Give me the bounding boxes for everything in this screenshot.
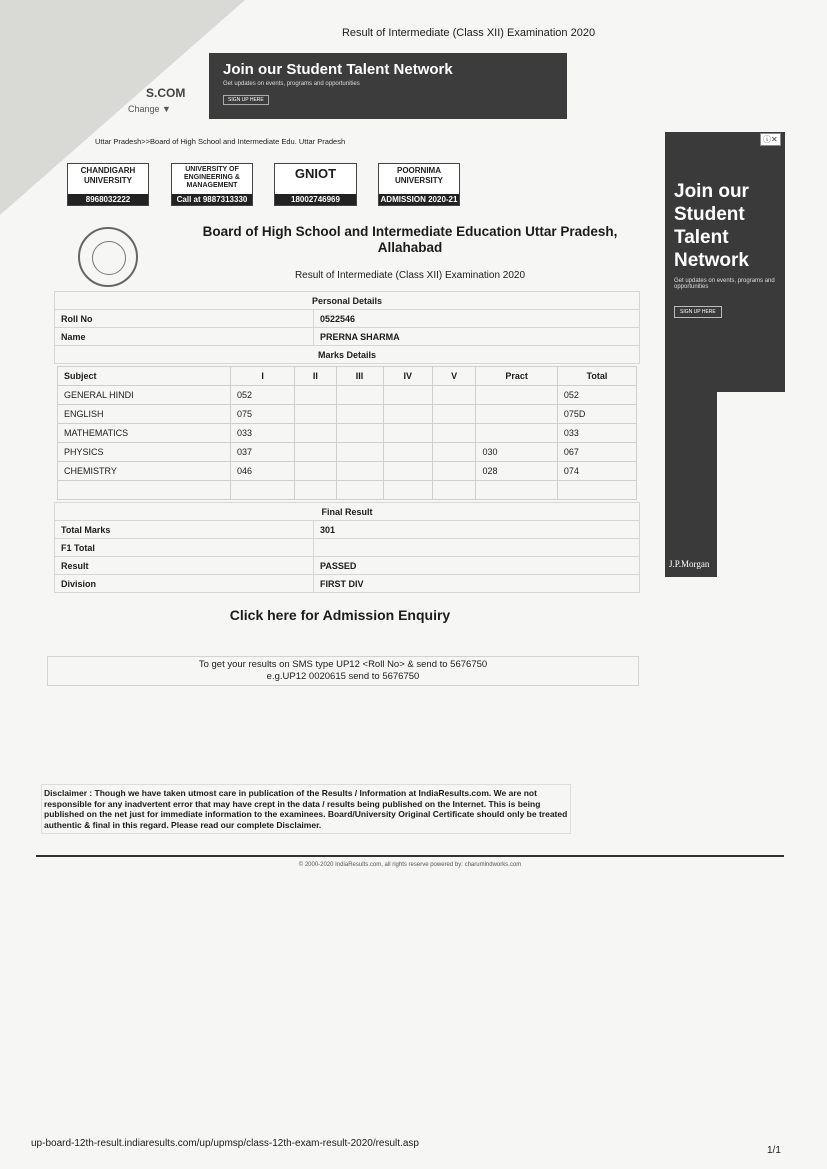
marks-cell — [557, 481, 636, 500]
marks-cell — [295, 386, 336, 405]
marks-cell — [295, 424, 336, 443]
marks-cell — [476, 481, 557, 500]
board-title: Board of High School and Intermediate Education Uttar Pradesh, Allahabad — [202, 224, 618, 255]
subject-cell: MATHEMATICS — [58, 424, 231, 443]
marks-cell — [432, 462, 476, 481]
subject-cell: GENERAL HINDI — [58, 386, 231, 405]
sms-info-box — [47, 656, 639, 686]
ad-close-icon[interactable]: ⓘ✕ — [760, 133, 781, 146]
admission-enquiry-link[interactable]: Click here for Admission Enquiry — [229, 607, 451, 623]
side-ad-banner[interactable] — [665, 132, 785, 577]
sponsor-name: UNIVERSITY OF ENGINEERING & MANAGEMENT — [183, 166, 240, 189]
marks-cell — [231, 481, 295, 500]
marks-cell: 037 — [231, 443, 295, 462]
side-ad-text: Get updates on events, programs and opportunities — [674, 278, 775, 290]
roll-value: 0522546 — [314, 310, 640, 328]
marks-cell: 074 — [557, 462, 636, 481]
sponsor-logo-chandigarh[interactable] — [67, 163, 149, 206]
marks-cell: 033 — [557, 424, 636, 443]
col-header: Pract — [476, 367, 557, 386]
marks-cell — [336, 386, 383, 405]
f1-total-label: F1 Total — [55, 539, 314, 557]
total-marks-value: 301 — [314, 521, 640, 539]
marks-cell — [336, 462, 383, 481]
result-value: PASSED — [314, 557, 640, 575]
division-label: Division — [55, 575, 314, 593]
page-number: 1/1 — [767, 1145, 781, 1156]
banner-signup-button[interactable]: SIGN UP HERE — [223, 95, 269, 105]
marks-cell: 052 — [557, 386, 636, 405]
marks-cell — [336, 481, 383, 500]
table-row — [58, 481, 637, 500]
marks-table — [57, 366, 637, 500]
marks-cell: 075D — [557, 405, 636, 424]
marks-cell — [295, 481, 336, 500]
result-label: Result — [55, 557, 314, 575]
table-row — [58, 462, 637, 481]
sponsor-name: POORNIMA UNIVERSITY — [394, 166, 443, 185]
marks-cell — [432, 481, 476, 500]
marks-cell — [295, 462, 336, 481]
final-section-title: Final Result — [55, 503, 640, 521]
marks-cell — [336, 424, 383, 443]
exam-subtitle: Result of Intermediate (Class XII) Examination 2020 — [294, 270, 526, 281]
roll-label: Roll No — [55, 310, 314, 328]
total-marks-label: Total Marks — [55, 521, 314, 539]
marks-cell — [476, 405, 557, 424]
side-ad-headline: Join our Student Talent Network — [674, 181, 749, 271]
change-state-link[interactable]: Change ▼ — [128, 104, 171, 114]
personal-details-table — [54, 291, 640, 364]
marks-cell: 046 — [231, 462, 295, 481]
col-header: V — [432, 367, 476, 386]
final-result-table — [54, 502, 640, 593]
sponsor-phone: ADMISSION 2020-21 — [380, 195, 458, 204]
table-row — [58, 424, 637, 443]
col-header: Total — [557, 367, 636, 386]
marks-cell: 028 — [476, 462, 557, 481]
sponsor-logo-uem[interactable] — [171, 163, 253, 206]
sponsor-logo-poornima[interactable] — [378, 163, 460, 206]
marks-cell — [336, 405, 383, 424]
sponsor-phone: 18002746969 — [275, 194, 356, 205]
marks-cell: 033 — [231, 424, 295, 443]
site-logo[interactable]: S.COM — [146, 86, 186, 100]
top-ad-banner[interactable] — [209, 53, 567, 119]
subject-cell: PHYSICS — [58, 443, 231, 462]
marks-cell — [476, 386, 557, 405]
marks-header-row — [58, 367, 637, 386]
footer-divider — [36, 855, 784, 857]
col-header: III — [336, 367, 383, 386]
marks-cell — [383, 405, 432, 424]
table-row — [58, 386, 637, 405]
table-row — [58, 405, 637, 424]
footer-url: up-board-12th-result.indiaresults.com/up/upmsp/class-12th-exam-result-2020/result.asp — [31, 1138, 419, 1149]
marks-cell — [432, 386, 476, 405]
banner-title: Join our Student Talent Network — [223, 61, 453, 78]
board-emblem-icon — [78, 227, 138, 287]
sponsor-phone: Call at 9887313330 — [172, 194, 252, 205]
marks-cell — [383, 386, 432, 405]
marks-cell — [432, 405, 476, 424]
banner-subtitle: Get updates on events, programs and opportunities — [223, 81, 360, 87]
marks-cell: 067 — [557, 443, 636, 462]
division-value: FIRST DIV — [314, 575, 640, 593]
table-row — [58, 443, 637, 462]
marks-cell — [432, 424, 476, 443]
sponsor-phone: 8968032222 — [68, 194, 148, 205]
col-header: IV — [383, 367, 432, 386]
marks-cell — [383, 481, 432, 500]
name-value: PRERNA SHARMA — [314, 328, 640, 346]
marks-cell: 030 — [476, 443, 557, 462]
col-header: II — [295, 367, 336, 386]
marks-cell — [432, 443, 476, 462]
sms-line-2: e.g.UP12 0020615 send to 5676750 — [266, 671, 420, 682]
sponsor-name: GNIOT — [294, 166, 337, 181]
subject-cell: CHEMISTRY — [58, 462, 231, 481]
sponsor-name: CHANDIGARH UNIVERSITY — [80, 166, 136, 185]
marks-cell — [383, 443, 432, 462]
marks-cell: 075 — [231, 405, 295, 424]
subject-cell: ENGLISH — [58, 405, 231, 424]
col-header: Subject — [58, 367, 231, 386]
marks-cell — [295, 443, 336, 462]
sms-line-1: To get your results on SMS type UP12 <Roll No> & send to 5676750 — [198, 659, 488, 670]
side-ad-signup-button[interactable]: SIGN UP HERE — [674, 306, 722, 318]
marks-cell — [383, 424, 432, 443]
f1-total-value — [314, 539, 640, 557]
personal-section-title: Personal Details — [55, 292, 640, 310]
marks-cell — [383, 462, 432, 481]
marks-cell — [476, 424, 557, 443]
marks-cell — [295, 405, 336, 424]
col-header: I — [231, 367, 295, 386]
marks-section-title: Marks Details — [55, 346, 640, 364]
copyright-text: © 2000-2020 IndiaResults.com, all rights reserve powered by: charumindworks.com — [298, 862, 522, 868]
side-ad-brand: J.P.Morgan — [669, 559, 710, 569]
breadcrumb[interactable]: Uttar Pradesh>>Board of High School and Intermediate Edu. Uttar Pradesh — [95, 137, 346, 146]
marks-cell: 052 — [231, 386, 295, 405]
disclaimer-text: Disclaimer : Though we have taken utmost care in publication of the Results / Information at IndiaResults.com. We are not responsible for any inadvertent error that may have crept in the data / results being published on the Internet. This is being published on the net just for immediate information to the examinees. Board/University Original Certificate should only be treated authentic & final in this regard. Please read our complete Disclaimer. — [41, 784, 571, 834]
page-header: Result of Intermediate (Class XII) Examination 2020 — [341, 27, 596, 39]
subject-cell — [58, 481, 231, 500]
sponsor-logo-gniot[interactable] — [274, 163, 357, 206]
marks-cell — [336, 443, 383, 462]
name-label: Name — [55, 328, 314, 346]
